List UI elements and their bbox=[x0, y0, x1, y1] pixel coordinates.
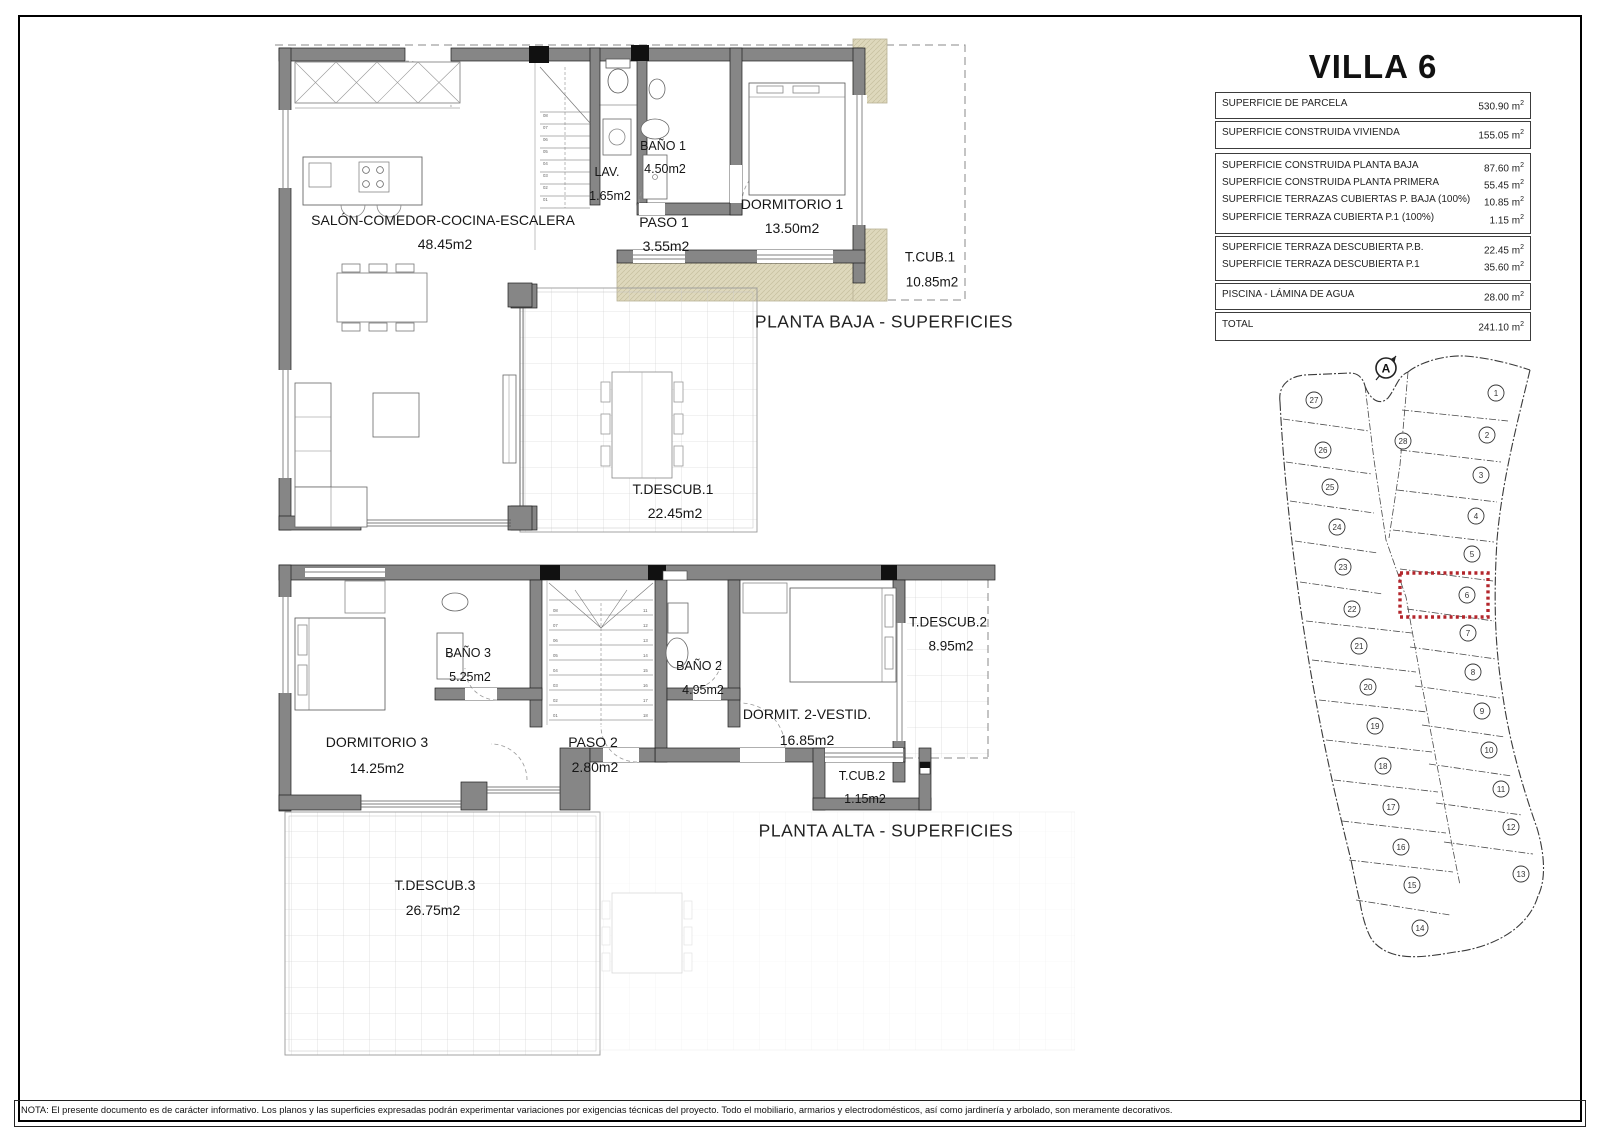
dorm1-bed bbox=[749, 83, 845, 195]
svg-text:01: 01 bbox=[553, 713, 558, 718]
label-paso1-name: PASO 1 bbox=[639, 214, 689, 230]
svg-text:07: 07 bbox=[543, 125, 548, 130]
label-lav-name: LAV. bbox=[594, 165, 620, 179]
label-dorm2-name: DORMIT. 2-VESTID. bbox=[742, 706, 872, 722]
svg-text:4: 4 bbox=[1473, 511, 1479, 521]
label-paso1-area: 3.55m2 bbox=[642, 238, 690, 254]
table-group bbox=[1215, 283, 1531, 310]
svg-text:14: 14 bbox=[1415, 923, 1425, 933]
dorm2-bed bbox=[743, 583, 896, 682]
svg-text:2: 2 bbox=[1484, 430, 1490, 440]
label-dorm2-area: 16.85m2 bbox=[779, 732, 835, 748]
svg-text:25: 25 bbox=[1325, 482, 1335, 492]
planta-baja-plan bbox=[275, 39, 965, 532]
label-salon-name: SALÓN-COMEDOR-COCINA-ESCALERA bbox=[311, 212, 575, 228]
table-row: SUPERFICIE TERRAZA DESCUBIERTA P.1 35.60 $m^2$ bbox=[1222, 259, 1524, 274]
svg-text:8: 8 bbox=[1470, 667, 1476, 677]
svg-text:19: 19 bbox=[1370, 721, 1380, 731]
svg-text:02: 02 bbox=[553, 698, 558, 703]
label-tdescub1-area: 22.45m2 bbox=[647, 505, 703, 521]
svg-text:5: 5 bbox=[1469, 549, 1475, 559]
svg-text:15: 15 bbox=[1407, 880, 1417, 890]
table-group bbox=[1215, 153, 1531, 234]
stairs-alta bbox=[547, 580, 653, 725]
label-tdescub3-area: 26.75m2 bbox=[405, 902, 461, 918]
label-tdescub3-name: T.DESCUB.3 bbox=[394, 877, 476, 893]
label-lav-area: 1.65m2 bbox=[589, 189, 631, 203]
svg-text:06: 06 bbox=[553, 638, 558, 643]
table-row: TOTAL 241.10 $m^2$ bbox=[1222, 318, 1524, 334]
svg-text:03: 03 bbox=[543, 173, 548, 178]
label-paso2-name: PASO 2 bbox=[568, 734, 618, 750]
label-dorm1-area: 13.50m2 bbox=[764, 220, 820, 236]
svg-text:22: 22 bbox=[1347, 604, 1357, 614]
footer-note: NOTA: El presente documento es de carácter informativo. Los planos y las superficies expresadas podrán experimentar variaciones por exigencias técnicas del proyecto. Todo el mobiliario, armarios y electrodomésticos, así como jardinería y arbolado, son meramente decorativos. bbox=[14, 1100, 1586, 1127]
table-row: SUPERFICIE DE PARCELA 530.90 $m^2$ bbox=[1222, 98, 1524, 113]
label-bano1-area: 4.50m2 bbox=[644, 162, 686, 176]
label-paso2-area: 2.80m2 bbox=[571, 759, 619, 775]
label-tdescub2-area: 8.95m2 bbox=[928, 638, 974, 654]
svg-text:28: 28 bbox=[1398, 436, 1408, 446]
surface-table bbox=[1215, 92, 1531, 343]
svg-text:27: 27 bbox=[1309, 395, 1319, 405]
lav-fixtures bbox=[599, 59, 637, 155]
svg-text:15: 15 bbox=[643, 668, 648, 673]
svg-text:10: 10 bbox=[1484, 745, 1494, 755]
svg-text:13: 13 bbox=[1516, 869, 1526, 879]
label-bano2-name: BAÑO 2 bbox=[676, 659, 722, 673]
svg-text:07: 07 bbox=[553, 623, 558, 628]
svg-text:7: 7 bbox=[1465, 628, 1471, 638]
svg-text:11: 11 bbox=[643, 608, 648, 613]
caption-planta-baja: PLANTA BAJA - SUPERFICIES bbox=[754, 311, 1014, 332]
kitchen bbox=[295, 62, 460, 217]
label-dorm1-name: DORMITORIO 1 bbox=[740, 196, 844, 212]
tdescub3-terrace bbox=[285, 812, 600, 1055]
tdescub2-terrace bbox=[905, 580, 988, 758]
label-bano1-name: BAÑO 1 bbox=[640, 139, 686, 153]
table-row: SUPERFICIE TERRAZA DESCUBIERTA P.B. 22.45 $m^2$ bbox=[1222, 241, 1524, 257]
svg-text:6: 6 bbox=[1464, 590, 1470, 600]
bano3-fixtures bbox=[437, 593, 468, 679]
label-tdescub1-name: T.DESCUB.1 bbox=[632, 481, 714, 497]
svg-text:9: 9 bbox=[1479, 706, 1485, 716]
label-bano2-area: 4.95m2 bbox=[682, 683, 724, 697]
svg-text:3: 3 bbox=[1478, 470, 1484, 480]
svg-text:01: 01 bbox=[543, 197, 548, 202]
svg-text:23: 23 bbox=[1338, 562, 1348, 572]
svg-text:05: 05 bbox=[543, 149, 548, 154]
svg-text:16: 16 bbox=[1396, 842, 1406, 852]
svg-text:16: 16 bbox=[643, 683, 648, 688]
svg-text:21: 21 bbox=[1354, 641, 1364, 651]
north-arrow-icon bbox=[1376, 356, 1396, 380]
table-group bbox=[1215, 92, 1531, 119]
floor-plan-drawing bbox=[265, 25, 1075, 1065]
svg-text:12: 12 bbox=[1506, 822, 1516, 832]
svg-text:05: 05 bbox=[553, 653, 558, 658]
label-bano3-name: BAÑO 3 bbox=[445, 646, 491, 660]
label-tdescub2-name: T.DESCUB.2 bbox=[908, 614, 988, 630]
svg-text:24: 24 bbox=[1332, 522, 1342, 532]
table-group bbox=[1215, 236, 1531, 281]
caption-planta-alta: PLANTA ALTA - SUPERFICIES bbox=[758, 820, 1014, 841]
svg-text:1: 1 bbox=[1493, 388, 1499, 398]
sofa-area bbox=[295, 375, 516, 527]
svg-text:06: 06 bbox=[543, 137, 548, 142]
table-row: SUPERFICIE CONSTRUIDA PLANTA PRIMERA 55.45 $m^2$ bbox=[1222, 176, 1524, 192]
label-bano3-area: 5.25m2 bbox=[449, 670, 491, 684]
svg-text:14: 14 bbox=[643, 653, 648, 658]
svg-text:18: 18 bbox=[643, 713, 648, 718]
svg-text:17: 17 bbox=[1386, 802, 1396, 812]
table-row: SUPERFICIE CONSTRUIDA PLANTA BAJA 87.60 $m^2$ bbox=[1222, 159, 1524, 174]
label-tcub1-area: 10.85m2 bbox=[905, 274, 959, 290]
table-row: SUPERFICIE TERRAZAS CUBIERTAS P. BAJA (100%) 10.85 $m^2$ bbox=[1222, 194, 1524, 209]
label-dorm3-area: 14.25m2 bbox=[349, 760, 405, 776]
svg-text:03: 03 bbox=[553, 683, 558, 688]
label-salon-area: 48.45m2 bbox=[417, 236, 473, 252]
svg-text:26: 26 bbox=[1318, 445, 1328, 455]
label-tcub2-area: 1.15m2 bbox=[844, 792, 886, 806]
site-plan bbox=[1250, 340, 1570, 980]
svg-text:13: 13 bbox=[643, 638, 648, 643]
page-title: VILLA 6 bbox=[1308, 48, 1438, 85]
label-tcub2-name: T.CUB.2 bbox=[838, 769, 886, 783]
svg-text:11: 11 bbox=[1496, 784, 1506, 794]
label-dorm3-name: DORMITORIO 3 bbox=[325, 734, 429, 750]
table-group bbox=[1215, 312, 1531, 341]
svg-text:04: 04 bbox=[553, 668, 558, 673]
terrace-table-baja bbox=[601, 372, 683, 478]
table-row: SUPERFICIE TERRAZA CUBIERTA P.1 (100%) 1.15 $m^2$ bbox=[1222, 211, 1524, 226]
svg-text:08: 08 bbox=[553, 608, 558, 613]
table-row: SUPERFICIE CONSTRUIDA VIVIENDA 155.05 $m^2$ bbox=[1222, 127, 1524, 142]
svg-text:18: 18 bbox=[1378, 761, 1388, 771]
svg-text:17: 17 bbox=[643, 698, 648, 703]
dining-table bbox=[337, 264, 427, 331]
svg-text:02: 02 bbox=[543, 185, 548, 190]
svg-text:20: 20 bbox=[1363, 682, 1373, 692]
svg-text:04: 04 bbox=[543, 161, 548, 166]
svg-text:A: A bbox=[1381, 361, 1391, 376]
dorm3-bed bbox=[295, 581, 385, 710]
svg-text:08: 08 bbox=[543, 113, 548, 118]
table-row: PISCINA - LÁMINA DE AGUA 28.00 $m^2$ bbox=[1222, 288, 1524, 303]
svg-text:12: 12 bbox=[643, 623, 648, 628]
label-tcub1-name: T.CUB.1 bbox=[904, 249, 956, 265]
ghost-lower-floor bbox=[600, 812, 1075, 1050]
table-group bbox=[1215, 121, 1531, 148]
